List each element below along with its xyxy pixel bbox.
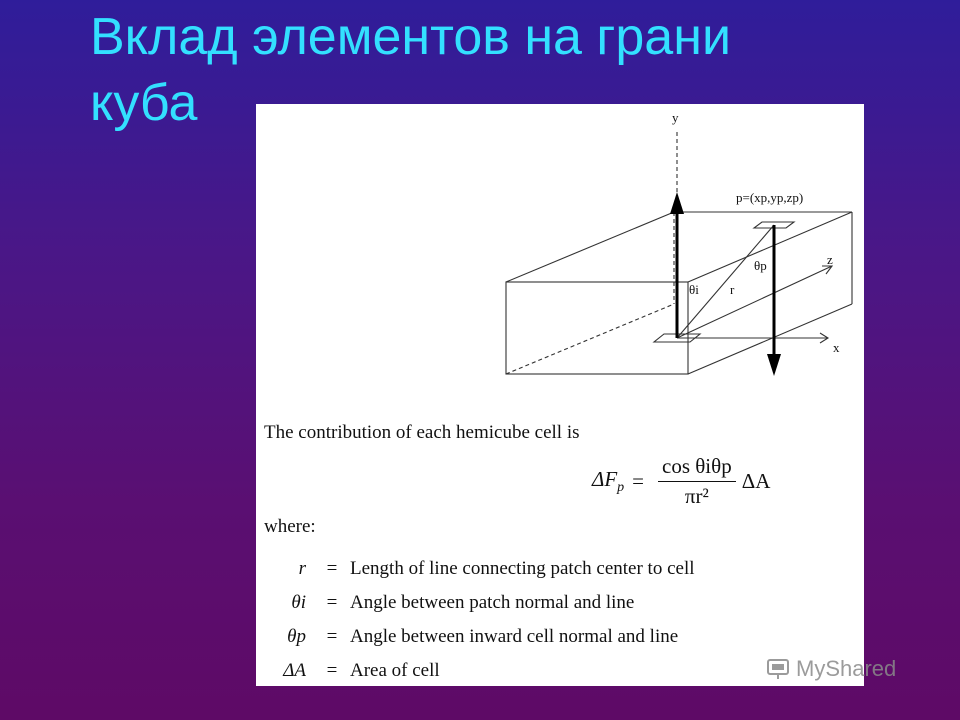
form-factor-formula <box>592 454 770 509</box>
patch-normal-arrowhead <box>670 192 684 214</box>
definition-row <box>266 586 695 620</box>
watermark <box>766 656 896 682</box>
r-label: r <box>730 282 735 297</box>
watermark-text: MyShared <box>796 656 897 681</box>
formula-numerator: cos θiθp <box>658 454 736 482</box>
box-front-face <box>506 282 688 374</box>
definition-row <box>266 552 695 586</box>
formula-denominator: πr² <box>684 484 709 508</box>
theta-p-label: θp <box>754 258 767 273</box>
definition-row <box>266 620 695 654</box>
formula-rhs: ΔA <box>741 469 771 493</box>
axis-x-label: x <box>833 340 840 355</box>
where-label: where: <box>264 516 316 537</box>
box-edge-top-left <box>506 212 674 282</box>
definition-text: Length of line connecting patch center to cell <box>350 558 695 579</box>
intro-text: The contribution of each hemicube cell is <box>264 422 580 443</box>
myshared-logo-icon <box>766 657 792 681</box>
definition-symbol: r <box>298 558 306 579</box>
definition-equals: = <box>326 592 338 613</box>
definition-equals: = <box>326 660 338 681</box>
point-p-label: p=(xp,yp,zp) <box>736 190 804 205</box>
definition-equals: = <box>326 558 338 579</box>
formula-lhs-subscript: p <box>617 480 625 496</box>
definitions-table <box>266 552 695 688</box>
slide-title-line-2: куба <box>90 74 198 132</box>
formula-fraction <box>658 454 736 509</box>
slide-title-line-1: Вклад элементов на грани <box>90 8 731 66</box>
formula-lhs: $\Delta F_p$ <box>592 466 625 496</box>
box-hidden-edge-left <box>506 304 674 374</box>
definition-equals: = <box>326 626 338 647</box>
theta-i-label: θi <box>689 282 699 297</box>
definition-text: Area of cell <box>350 660 440 681</box>
cell-normal-arrowhead <box>767 354 781 376</box>
definition-symbol: θi <box>291 592 306 613</box>
hemicube-diagram <box>256 104 864 404</box>
formula-equals: = <box>632 469 644 493</box>
definition-text: Angle between patch normal and line <box>350 592 635 613</box>
definition-symbol: θp <box>287 626 306 647</box>
content-panel <box>256 104 864 686</box>
axis-y-label: y <box>672 110 679 125</box>
definition-symbol: ΔA <box>283 660 306 681</box>
axis-z-label: z <box>827 252 833 267</box>
definition-row <box>266 654 695 688</box>
definition-text: Angle between inward cell normal and line <box>350 626 679 647</box>
